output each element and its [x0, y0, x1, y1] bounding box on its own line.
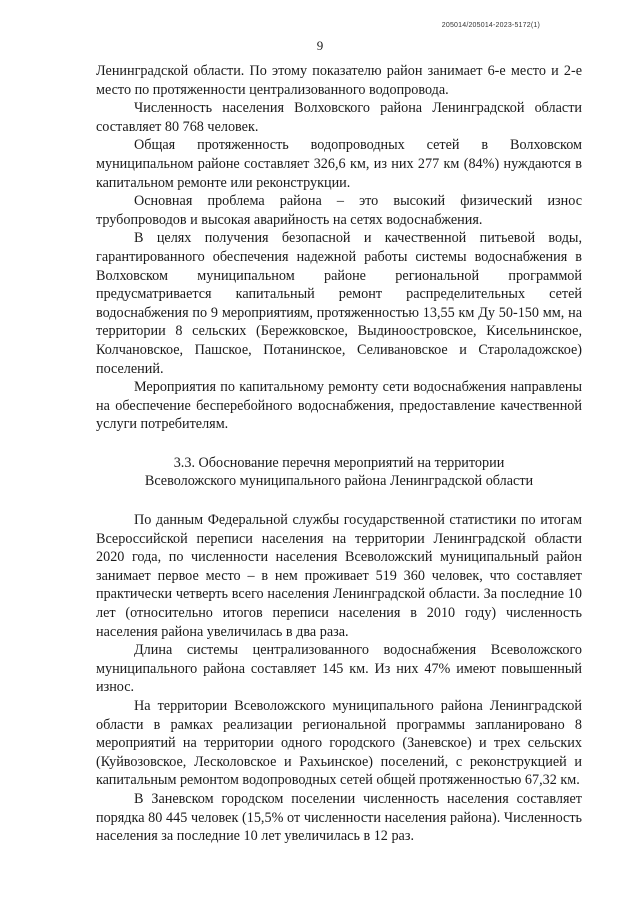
paragraph: На территории Всеволожского муниципального района Ленинградской области в рамках реализации региональной программы запланировано 8 мероприятий на территории одного городского (Заневское) и трех сельских (Куйвозовское, Лесколовское и Рахьинское) поселений, с реконструкцией и капитальным ремонтом водопроводных сетей общей протяженностью 67,32 км.: [96, 698, 582, 789]
document-id: 205014/205014-2023-5172(1): [441, 22, 540, 29]
paragraph: В целях получения безопасной и качественной питьевой воды, гарантированного обеспечения надежной работы системы водоснабжения в Волховском муниципальном районе региональной программой предусматривается капитальный ремонт распределительных сетей водоснабжения по 9 мероприятиям, протяженностью 13,55 км Ду 50-150 мм, на территории 8 сельских (Бережковское, Выдиноостровское, Кисельнинское, Колчановское, Пашское, Потанинское, Селивановское и Староладожское) поселений.: [96, 230, 582, 377]
spacer: [96, 434, 582, 454]
paragraph: Длина системы централизованного водоснабжения Всеволожского муниципального района составляет 145 км. Из них 47% имеют повышенный износ.: [96, 642, 582, 696]
spacer: [96, 491, 582, 511]
paragraph: По данным Федеральной службы государственной статистики по итогам Всероссийской переписи населения на территории Ленинградской области 2020 года, по численности населения Всеволожский муниципальный район занимает первое место – в нем проживает 519 360 человек, что составляет практически четверть всего населения Ленинградской области. За последние 10 лет (относительно итогов переписи населения в 2010 году) численность населения района увеличилась в два раза.: [96, 512, 582, 640]
section-heading-line-1: 3.3. Обоснование перечня мероприятий на территории: [173, 454, 505, 471]
paragraph: Мероприятия по капитальному ремонту сети водоснабжения направлены на обеспечение бесперебойного водоснабжения, предоставление качественной услуги потребителям.: [96, 379, 582, 433]
page-number: 9: [316, 38, 324, 53]
document-body: [96, 62, 582, 846]
section-heading-line-2: Всеволожского муниципального района Ленинградской области: [144, 473, 534, 490]
paragraph: Численность населения Волховского района Ленинградской области составляет 80 768 человек.: [96, 100, 582, 135]
paragraph: Основная проблема района – это высокий физический износ трубопроводов и высокая аварийность на сетях водоснабжения.: [96, 193, 582, 228]
paragraph: Ленинградской области. По этому показателю район занимает 6-е место и 2-е место по протяженности централизованного водопровода.: [96, 63, 582, 98]
paragraph: Общая протяженность водопроводных сетей в Волховском муниципальном районе составляет 326,6 км, из них 277 км (84%) нуждаются в капитальном ремонте или реконструкции.: [96, 137, 582, 191]
paragraph: В Заневском городском поселении численность населения составляет порядка 80 445 человек (15,5% от численности населения района). Численность населения за последние 10 лет увеличилась в 12 раз.: [96, 790, 582, 845]
